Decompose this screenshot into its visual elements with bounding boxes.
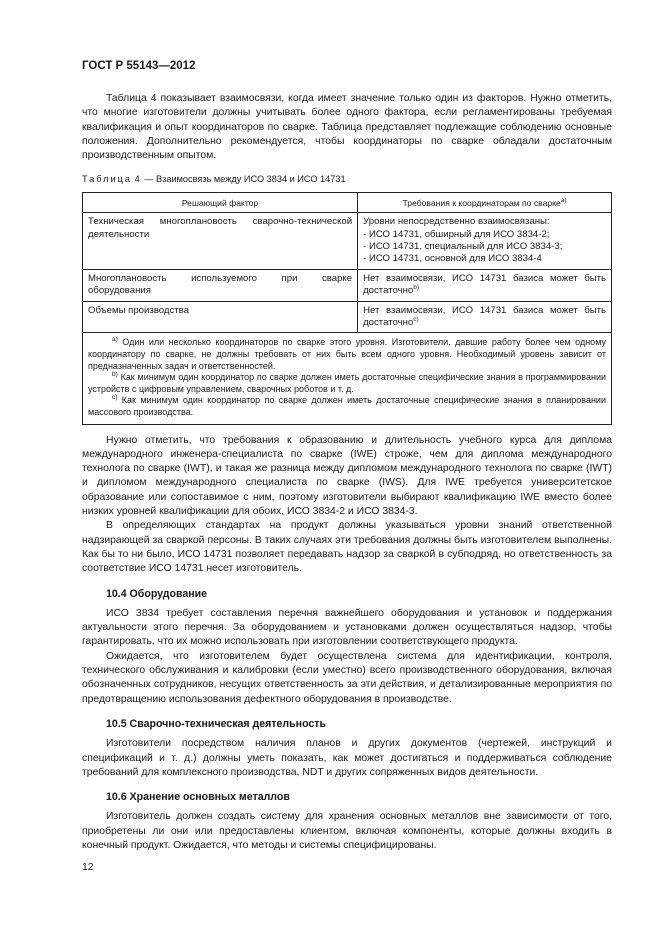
table-note (88, 372, 606, 395)
document-header: ГОСТ Р 55143—2012 (82, 60, 196, 72)
header-coordinator-requirements-text: Требования к координаторам по сварке (402, 197, 561, 208)
requirement-text: Нет взаимосвязи, ИСО 14731 базиса может быть достаточно (363, 272, 606, 297)
section-paragraph: Изготовители посредством наличия планов и других документов (чертежей, инструкций и спецификаций и т. д.) должны уметь показать, как может достигаться и поддерживаться соблюдение требований для комплексного производства, NDT и других сопряженных видов деятельности. (82, 738, 612, 778)
table-caption-number: 4 (134, 174, 142, 185)
section-paragraph: Ожидается, что изготовителем будет осуществлена система для идентификации, контроля, технического обслуживания и калибровки (если уместно) всего производственного оборудования, включая обозначенных сотрудников, несущих ответственность за эти действия, и детализированные мероприятия по предотвращению использования дефектного оборудования в производстве. (82, 650, 612, 705)
table-header-row (83, 192, 612, 212)
main-content (82, 92, 612, 853)
table-caption-title: — Взаимосвязь между ИСО 3834 и ИСО 14731 (144, 174, 346, 185)
header-coordinator-requirements (358, 192, 612, 212)
table-note (88, 337, 606, 372)
relationship-table (82, 192, 612, 425)
section-paragraph: Изготовитель должен создать систему для хранения основных металлов вне зависимости от того, приобретены ли они или предоставлены клиентом, включая компоненты, которые должны входить в конечный продукт. Ожидается, что методы и системы специфицированы. (82, 811, 612, 852)
note-text: Как минимум один координатор по сварке должен иметь достаточные специфические знания в планировании массового производства. (88, 395, 606, 417)
table-row (83, 213, 612, 270)
section-heading-welding-activity: 10.5 Сварочно-техническая деятельность (106, 717, 327, 730)
table-note (88, 395, 606, 418)
table-cell-factor: Объемы производства (83, 301, 358, 333)
note-text: Один или несколько координаторов по сварке этого уровня. Изготовители, давшие работу более чем одному координатору по сварке, не должны требовать от них быть всем одного уровня. Необходимый уровень зависит от предназначенных задач и ответственностей. (88, 337, 606, 371)
footnote-mark: b) (413, 284, 420, 292)
requirement-line: - ИСО 14731, обширный для ИСО 3834-2; (363, 228, 550, 240)
requirement-line: - ИСО 14731, основной для ИСО 3834-4 (363, 253, 542, 265)
note-mark: a) (112, 336, 118, 344)
page-number: 12 (82, 862, 94, 873)
header-decisive-factor: Решающий фактор (83, 192, 358, 212)
table-row (83, 269, 612, 301)
note-mark: b) (112, 371, 118, 379)
table-cell-requirement (358, 301, 612, 333)
table-row (83, 301, 612, 333)
footnote-mark: c) (413, 316, 419, 324)
note-mark: c) (112, 394, 118, 402)
body-paragraph: В определяющих стандартах на продукт должны указываться уровни знаний ответственной надзирающей за сваркой персоны. В таких случаях эти требования должны быть изготовителем выполнены. Как бы то ни было, ИСО 14731 позволяет передавать надзор за сваркой в субподряд, но ответственность за соответствие ИСО 14731 несет изготовитель. (82, 520, 612, 575)
table-cell-factor: Техническая многоплановость сварочно-технической деятельности (83, 213, 358, 270)
table-cell-requirement (358, 269, 612, 301)
requirement-line: - ИСО 14731, специальный для ИСО 3834-3; (363, 241, 563, 252)
table-cell-requirement (358, 213, 612, 270)
body-text (82, 434, 612, 577)
note-text: Как минимум один координатор по сварке должен иметь достаточные специфические знания в программировании устройств с цифровым управлением, сварочных роботов и т. д. (88, 372, 606, 394)
table-notes-row (83, 333, 612, 424)
table-caption-label: Таблица (82, 174, 133, 185)
section-paragraph: ИСО 3834 требует составления перечня важнейшего оборудования и установок и поддержания актуальности этого перечня. За оборудованием и установками должен осуществляться надзор, чтобы гарантировать, что их можно использовать при изготовлении соответствующего продукта. (82, 607, 612, 648)
body-paragraph: Нужно отметить, что требования к образованию и длительность учебного курса для диплома международного инженера-специалиста по сварке (IWE) строже, чем для диплома международного технолога по сварке (IWT), и такая же разница между дипломом международного технолога по сварке (IWT) и дипломом международного специалиста по сварке (IWS). Для IWE требуется университетское образование или сопоставимое с ним, поэтому изготовители выбирают квалификацию IWE вместо более низких уровней квалификации для обоих, ИСО 3834-2 и ИСО 3834-3. (82, 434, 612, 518)
table-caption (82, 172, 612, 186)
table-notes (83, 333, 612, 424)
table-cell-factor: Многоплановость используемого при сварке оборудования (83, 269, 358, 301)
section-heading-base-metal-storage: 10.6 Хранение основных металлов (106, 791, 290, 804)
requirement-text: Нет взаимосвязи, ИСО 14731 базиса может быть достаточно (363, 304, 606, 329)
section-heading-equipment: 10.4 Оборудование (106, 587, 208, 600)
header-footnote-mark: a) (560, 196, 567, 204)
requirement-line: Уровни непосредственно взаимосвязаны: (363, 216, 550, 228)
intro-paragraph: Таблица 4 показывает взаимосвязи, когда имеет значение только один из факторов. Нужно отметить, что многие изготовители должны учитывать более одного фактора, если регламентированы требуемая квалификация и опыт координаторов по сварке. Таблица представляет подлежащие соблюдению основные положения. Дополнительно рекомендуется, чтобы координаторы по сварке обладали достаточным производственным опытом. (82, 93, 612, 162)
